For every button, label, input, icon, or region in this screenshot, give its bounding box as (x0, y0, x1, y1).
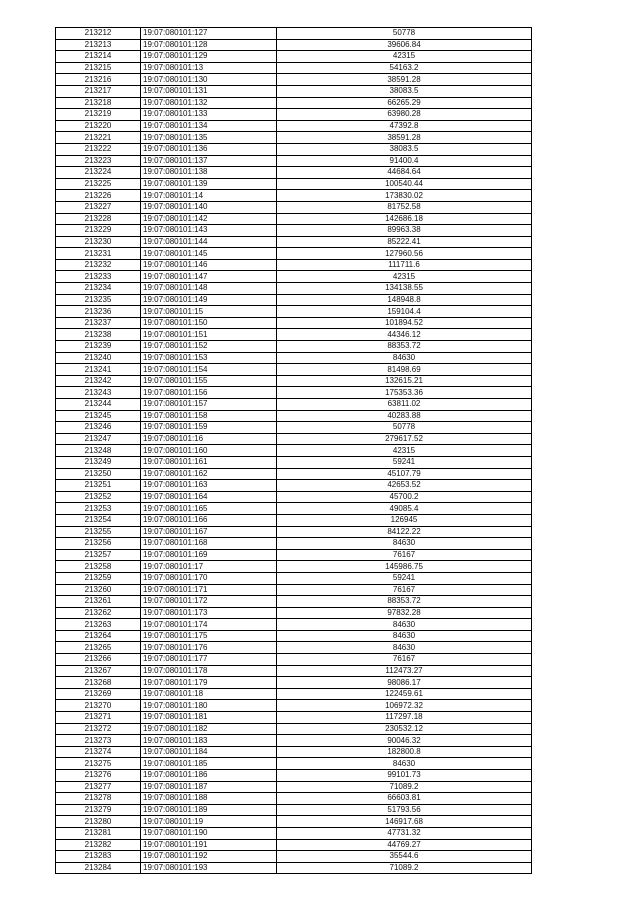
cadastral-number-cell: 19:07:080101:164 (141, 491, 277, 503)
value-cell: 39606.84 (277, 39, 532, 51)
cadastral-number-cell: 19:07:080101:13 (141, 62, 277, 74)
value-cell: 76167 (277, 549, 532, 561)
table-row (56, 514, 532, 526)
cadastral-number-cell: 19:07:080101:138 (141, 167, 277, 179)
cadastral-number-cell: 19:07:080101:188 (141, 793, 277, 805)
cadastral-number-cell: 19:07:080101:149 (141, 294, 277, 306)
record-number-cell: 213220 (56, 120, 141, 132)
table-row (56, 793, 532, 805)
record-number-cell: 213271 (56, 712, 141, 724)
record-number-cell: 213236 (56, 306, 141, 318)
table-row (56, 28, 532, 40)
table-row (56, 688, 532, 700)
table-row (56, 862, 532, 874)
record-number-cell: 213266 (56, 654, 141, 666)
table-row (56, 132, 532, 144)
value-cell: 45107.79 (277, 468, 532, 480)
cadastral-number-cell: 19:07:080101:184 (141, 746, 277, 758)
record-number-cell: 213246 (56, 422, 141, 434)
record-number-cell: 213254 (56, 514, 141, 526)
record-number-cell: 213259 (56, 572, 141, 584)
value-cell: 100540.44 (277, 178, 532, 190)
table-row (56, 306, 532, 318)
table-row (56, 584, 532, 596)
cadastral-number-cell: 19:07:080101:158 (141, 410, 277, 422)
table-row (56, 387, 532, 399)
cadastral-number-cell: 19:07:080101:150 (141, 317, 277, 329)
record-number-cell: 213232 (56, 259, 141, 271)
table-row (56, 781, 532, 793)
cadastral-number-cell: 19:07:080101:167 (141, 526, 277, 538)
record-number-cell: 213231 (56, 248, 141, 260)
record-number-cell: 213238 (56, 329, 141, 341)
cadastral-number-cell: 19:07:080101:147 (141, 271, 277, 283)
value-cell: 112473.27 (277, 665, 532, 677)
record-number-cell: 213227 (56, 201, 141, 213)
cadastral-number-cell: 19:07:080101:146 (141, 259, 277, 271)
value-cell: 84630 (277, 630, 532, 642)
cadastral-number-cell: 19:07:080101:17 (141, 561, 277, 573)
table-row (56, 341, 532, 353)
value-cell: 63980.28 (277, 109, 532, 121)
value-cell: 54163.2 (277, 62, 532, 74)
record-number-cell: 213241 (56, 364, 141, 376)
cadastral-number-cell: 19:07:080101:136 (141, 143, 277, 155)
cadastral-number-cell: 19:07:080101:131 (141, 85, 277, 97)
value-cell: 81752.58 (277, 201, 532, 213)
value-cell: 38083.5 (277, 143, 532, 155)
table-row (56, 422, 532, 434)
value-cell: 38591.28 (277, 74, 532, 86)
table-row (56, 561, 532, 573)
record-number-cell: 213283 (56, 851, 141, 863)
value-cell: 59241 (277, 572, 532, 584)
value-cell: 45700.2 (277, 491, 532, 503)
cadastral-number-cell: 19:07:080101:186 (141, 770, 277, 782)
record-number-cell: 213225 (56, 178, 141, 190)
table-row (56, 491, 532, 503)
value-cell: 38083.5 (277, 85, 532, 97)
record-number-cell: 213240 (56, 352, 141, 364)
value-cell: 76167 (277, 584, 532, 596)
table-row (56, 225, 532, 237)
table-row (56, 700, 532, 712)
value-cell: 84630 (277, 538, 532, 550)
cadastral-number-cell: 19:07:080101:129 (141, 51, 277, 63)
record-number-cell: 213242 (56, 375, 141, 387)
value-cell: 88353.72 (277, 341, 532, 353)
cadastral-number-cell: 19:07:080101:160 (141, 445, 277, 457)
value-cell: 42315 (277, 271, 532, 283)
table-row (56, 120, 532, 132)
table-row (56, 665, 532, 677)
table-row (56, 352, 532, 364)
data-table (55, 27, 532, 874)
value-cell: 145986.75 (277, 561, 532, 573)
table-row (56, 735, 532, 747)
cadastral-number-cell: 19:07:080101:177 (141, 654, 277, 666)
table-row (56, 271, 532, 283)
table-row (56, 723, 532, 735)
record-number-cell: 213218 (56, 97, 141, 109)
value-cell: 98086.17 (277, 677, 532, 689)
cadastral-number-cell: 19:07:080101:154 (141, 364, 277, 376)
value-cell: 38591.28 (277, 132, 532, 144)
cadastral-number-cell: 19:07:080101:127 (141, 28, 277, 40)
record-number-cell: 213274 (56, 746, 141, 758)
value-cell: 148948.8 (277, 294, 532, 306)
value-cell: 35544.6 (277, 851, 532, 863)
cadastral-number-cell: 19:07:080101:181 (141, 712, 277, 724)
value-cell: 71089.2 (277, 862, 532, 874)
cadastral-number-cell: 19:07:080101:144 (141, 236, 277, 248)
cadastral-number-cell: 19:07:080101:171 (141, 584, 277, 596)
cadastral-number-cell: 19:07:080101:175 (141, 630, 277, 642)
cadastral-number-cell: 19:07:080101:161 (141, 456, 277, 468)
table-row (56, 433, 532, 445)
cadastral-number-cell: 19:07:080101:157 (141, 399, 277, 411)
table-row (56, 329, 532, 341)
record-number-cell: 213247 (56, 433, 141, 445)
cadastral-number-cell: 19:07:080101:190 (141, 827, 277, 839)
table-row (56, 746, 532, 758)
record-number-cell: 213275 (56, 758, 141, 770)
cadastral-number-cell: 19:07:080101:140 (141, 201, 277, 213)
value-cell: 63811.02 (277, 399, 532, 411)
value-cell: 84630 (277, 642, 532, 654)
record-number-cell: 213284 (56, 862, 141, 874)
table-row (56, 97, 532, 109)
cadastral-number-cell: 19:07:080101:148 (141, 283, 277, 295)
record-number-cell: 213269 (56, 688, 141, 700)
table-row (56, 399, 532, 411)
cadastral-number-cell: 19:07:080101:180 (141, 700, 277, 712)
table-body (56, 28, 532, 874)
cadastral-number-cell: 19:07:080101:143 (141, 225, 277, 237)
table-row (56, 248, 532, 260)
value-cell: 146917.68 (277, 816, 532, 828)
table-row (56, 51, 532, 63)
record-number-cell: 213252 (56, 491, 141, 503)
value-cell: 97832.28 (277, 607, 532, 619)
value-cell: 84630 (277, 619, 532, 631)
cadastral-number-cell: 19:07:080101:191 (141, 839, 277, 851)
value-cell: 101894.52 (277, 317, 532, 329)
table-row (56, 109, 532, 121)
value-cell: 47392.8 (277, 120, 532, 132)
table-row (56, 851, 532, 863)
value-cell: 85222.41 (277, 236, 532, 248)
record-number-cell: 213272 (56, 723, 141, 735)
record-number-cell: 213219 (56, 109, 141, 121)
table-row (56, 143, 532, 155)
cadastral-number-cell: 19:07:080101:172 (141, 596, 277, 608)
cadastral-number-cell: 19:07:080101:128 (141, 39, 277, 51)
cadastral-number-cell: 19:07:080101:170 (141, 572, 277, 584)
value-cell: 88353.72 (277, 596, 532, 608)
cadastral-number-cell: 19:07:080101:173 (141, 607, 277, 619)
cadastral-number-cell: 19:07:080101:189 (141, 804, 277, 816)
cadastral-number-cell: 19:07:080101:16 (141, 433, 277, 445)
value-cell: 76167 (277, 654, 532, 666)
cadastral-number-cell: 19:07:080101:132 (141, 97, 277, 109)
cadastral-number-cell: 19:07:080101:142 (141, 213, 277, 225)
cadastral-number-cell: 19:07:080101:178 (141, 665, 277, 677)
table-row (56, 39, 532, 51)
value-cell: 71089.2 (277, 781, 532, 793)
value-cell: 84630 (277, 758, 532, 770)
record-number-cell: 213244 (56, 399, 141, 411)
table-row (56, 85, 532, 97)
table-row (56, 538, 532, 550)
cadastral-number-cell: 19:07:080101:185 (141, 758, 277, 770)
cadastral-number-cell: 19:07:080101:163 (141, 480, 277, 492)
table-row (56, 317, 532, 329)
value-cell: 81498.69 (277, 364, 532, 376)
cadastral-number-cell: 19:07:080101:19 (141, 816, 277, 828)
table-row (56, 630, 532, 642)
record-number-cell: 213235 (56, 294, 141, 306)
value-cell: 44346.12 (277, 329, 532, 341)
record-number-cell: 213262 (56, 607, 141, 619)
value-cell: 51793.56 (277, 804, 532, 816)
table-row (56, 236, 532, 248)
value-cell: 66603.81 (277, 793, 532, 805)
record-number-cell: 213278 (56, 793, 141, 805)
table-row (56, 468, 532, 480)
cadastral-number-cell: 19:07:080101:168 (141, 538, 277, 550)
table-row (56, 74, 532, 86)
table-row (56, 770, 532, 782)
value-cell: 106972.32 (277, 700, 532, 712)
record-number-cell: 213280 (56, 816, 141, 828)
value-cell: 91400.4 (277, 155, 532, 167)
value-cell: 122459.61 (277, 688, 532, 700)
record-number-cell: 213213 (56, 39, 141, 51)
record-number-cell: 213273 (56, 735, 141, 747)
value-cell: 50778 (277, 28, 532, 40)
record-number-cell: 213229 (56, 225, 141, 237)
cadastral-number-cell: 19:07:080101:193 (141, 862, 277, 874)
table-row (56, 167, 532, 179)
cadastral-number-cell: 19:07:080101:152 (141, 341, 277, 353)
table-row (56, 503, 532, 515)
table-row (56, 480, 532, 492)
value-cell: 42315 (277, 51, 532, 63)
cadastral-number-cell: 19:07:080101:145 (141, 248, 277, 260)
cadastral-number-cell: 19:07:080101:169 (141, 549, 277, 561)
record-number-cell: 213261 (56, 596, 141, 608)
table-row (56, 294, 532, 306)
record-number-cell: 213270 (56, 700, 141, 712)
value-cell: 126945 (277, 514, 532, 526)
value-cell: 84122.22 (277, 526, 532, 538)
table-row (56, 839, 532, 851)
table-row (56, 758, 532, 770)
value-cell: 159104.4 (277, 306, 532, 318)
cadastral-number-cell: 19:07:080101:159 (141, 422, 277, 434)
table-row (56, 712, 532, 724)
record-number-cell: 213276 (56, 770, 141, 782)
record-number-cell: 213215 (56, 62, 141, 74)
record-number-cell: 213214 (56, 51, 141, 63)
document-page (55, 27, 531, 874)
table-row (56, 201, 532, 213)
record-number-cell: 213212 (56, 28, 141, 40)
record-number-cell: 213277 (56, 781, 141, 793)
table-row (56, 677, 532, 689)
cadastral-number-cell: 19:07:080101:137 (141, 155, 277, 167)
record-number-cell: 213253 (56, 503, 141, 515)
table-row (56, 259, 532, 271)
table-row (56, 155, 532, 167)
record-number-cell: 213279 (56, 804, 141, 816)
table-row (56, 654, 532, 666)
cadastral-number-cell: 19:07:080101:153 (141, 352, 277, 364)
table-row (56, 456, 532, 468)
cadastral-number-cell: 19:07:080101:187 (141, 781, 277, 793)
table-row (56, 596, 532, 608)
cadastral-number-cell: 19:07:080101:18 (141, 688, 277, 700)
record-number-cell: 213282 (56, 839, 141, 851)
value-cell: 42653.52 (277, 480, 532, 492)
record-number-cell: 213226 (56, 190, 141, 202)
cadastral-number-cell: 19:07:080101:183 (141, 735, 277, 747)
cadastral-number-cell: 19:07:080101:14 (141, 190, 277, 202)
value-cell: 134138.55 (277, 283, 532, 295)
record-number-cell: 213222 (56, 143, 141, 155)
cadastral-number-cell: 19:07:080101:176 (141, 642, 277, 654)
cadastral-number-cell: 19:07:080101:192 (141, 851, 277, 863)
record-number-cell: 213217 (56, 85, 141, 97)
value-cell: 89963.38 (277, 225, 532, 237)
record-number-cell: 213268 (56, 677, 141, 689)
value-cell: 111711.6 (277, 259, 532, 271)
value-cell: 84630 (277, 352, 532, 364)
table-row (56, 445, 532, 457)
value-cell: 59241 (277, 456, 532, 468)
record-number-cell: 213257 (56, 549, 141, 561)
cadastral-number-cell: 19:07:080101:165 (141, 503, 277, 515)
record-number-cell: 213221 (56, 132, 141, 144)
record-number-cell: 213224 (56, 167, 141, 179)
cadastral-number-cell: 19:07:080101:133 (141, 109, 277, 121)
record-number-cell: 213263 (56, 619, 141, 631)
record-number-cell: 213255 (56, 526, 141, 538)
record-number-cell: 213250 (56, 468, 141, 480)
value-cell: 99101.73 (277, 770, 532, 782)
cadastral-number-cell: 19:07:080101:156 (141, 387, 277, 399)
table-row (56, 364, 532, 376)
record-number-cell: 213264 (56, 630, 141, 642)
cadastral-number-cell: 19:07:080101:174 (141, 619, 277, 631)
table-row (56, 526, 532, 538)
record-number-cell: 213216 (56, 74, 141, 86)
table-row (56, 375, 532, 387)
record-number-cell: 213234 (56, 283, 141, 295)
value-cell: 142686.18 (277, 213, 532, 225)
record-number-cell: 213249 (56, 456, 141, 468)
value-cell: 44684.64 (277, 167, 532, 179)
table-row (56, 619, 532, 631)
cadastral-number-cell: 19:07:080101:134 (141, 120, 277, 132)
cadastral-number-cell: 19:07:080101:151 (141, 329, 277, 341)
table-row (56, 816, 532, 828)
value-cell: 44769.27 (277, 839, 532, 851)
value-cell: 230532.12 (277, 723, 532, 735)
record-number-cell: 213237 (56, 317, 141, 329)
cadastral-number-cell: 19:07:080101:130 (141, 74, 277, 86)
record-number-cell: 213251 (56, 480, 141, 492)
record-number-cell: 213223 (56, 155, 141, 167)
record-number-cell: 213248 (56, 445, 141, 457)
record-number-cell: 213233 (56, 271, 141, 283)
value-cell: 182800.8 (277, 746, 532, 758)
value-cell: 50778 (277, 422, 532, 434)
cadastral-number-cell: 19:07:080101:15 (141, 306, 277, 318)
table-row (56, 607, 532, 619)
table-row (56, 213, 532, 225)
record-number-cell: 213243 (56, 387, 141, 399)
cadastral-number-cell: 19:07:080101:139 (141, 178, 277, 190)
record-number-cell: 213230 (56, 236, 141, 248)
table-row (56, 549, 532, 561)
value-cell: 49085.4 (277, 503, 532, 515)
value-cell: 173830.02 (277, 190, 532, 202)
value-cell: 90046.32 (277, 735, 532, 747)
value-cell: 117297.18 (277, 712, 532, 724)
record-number-cell: 213256 (56, 538, 141, 550)
record-number-cell: 213245 (56, 410, 141, 422)
cadastral-number-cell: 19:07:080101:182 (141, 723, 277, 735)
table-row (56, 178, 532, 190)
table-row (56, 572, 532, 584)
table-row (56, 410, 532, 422)
value-cell: 279617.52 (277, 433, 532, 445)
value-cell: 175353.36 (277, 387, 532, 399)
record-number-cell: 213228 (56, 213, 141, 225)
table-row (56, 642, 532, 654)
table-row (56, 283, 532, 295)
record-number-cell: 213258 (56, 561, 141, 573)
cadastral-number-cell: 19:07:080101:166 (141, 514, 277, 526)
record-number-cell: 213265 (56, 642, 141, 654)
value-cell: 66265.29 (277, 97, 532, 109)
value-cell: 132615.21 (277, 375, 532, 387)
record-number-cell: 213267 (56, 665, 141, 677)
value-cell: 47731.32 (277, 827, 532, 839)
cadastral-number-cell: 19:07:080101:135 (141, 132, 277, 144)
table-row (56, 62, 532, 74)
table-row (56, 804, 532, 816)
record-number-cell: 213260 (56, 584, 141, 596)
record-number-cell: 213239 (56, 341, 141, 353)
value-cell: 40283.88 (277, 410, 532, 422)
cadastral-number-cell: 19:07:080101:162 (141, 468, 277, 480)
table-row (56, 827, 532, 839)
record-number-cell: 213281 (56, 827, 141, 839)
value-cell: 42315 (277, 445, 532, 457)
table-row (56, 190, 532, 202)
cadastral-number-cell: 19:07:080101:179 (141, 677, 277, 689)
value-cell: 127960.56 (277, 248, 532, 260)
cadastral-number-cell: 19:07:080101:155 (141, 375, 277, 387)
